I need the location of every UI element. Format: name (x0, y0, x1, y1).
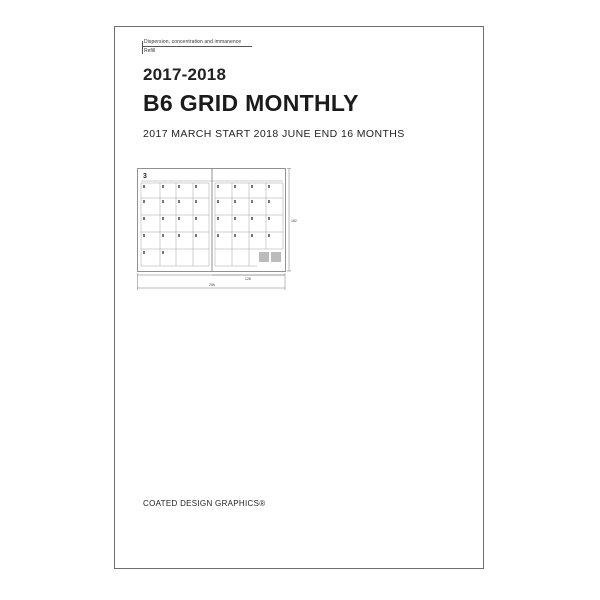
tagline: Dispersion, concentration and immanence (144, 39, 242, 45)
year-range: 2017-2018 (143, 65, 227, 84)
full-width-dimension: 256 (209, 283, 215, 287)
tagline-divider (142, 46, 252, 47)
product-title: B6 GRID MONTHLY (143, 90, 359, 116)
refill-label: Refill (144, 48, 156, 54)
monthly-spread-diagram (137, 168, 303, 292)
half-width-dimension: 128 (245, 277, 251, 281)
tagline-bracket (142, 41, 143, 54)
height-dimension: 182 (291, 219, 297, 223)
brand-name: COATED DESIGN GRAPHICS® (143, 499, 266, 508)
product-subtitle: 2017 MARCH START 2018 JUNE END 16 MONTHS (143, 128, 405, 140)
month-number: 3 (143, 173, 147, 180)
